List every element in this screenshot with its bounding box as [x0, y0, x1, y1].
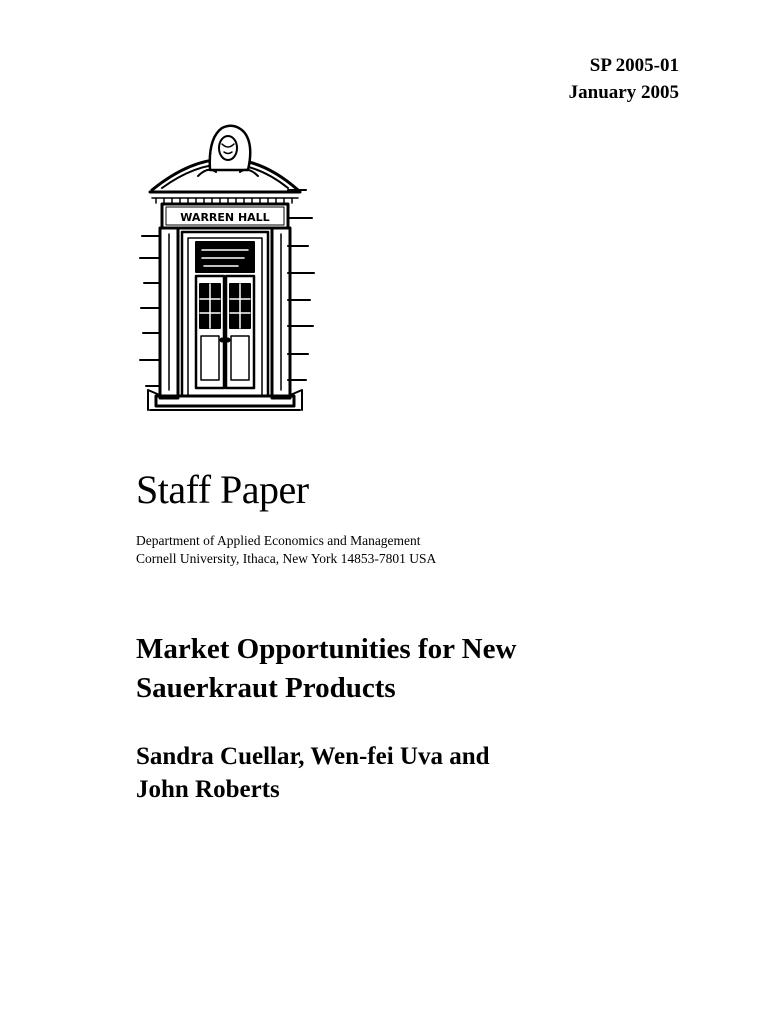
- department-name: Department of Applied Economics and Management: [136, 533, 421, 548]
- brick-lines-left: [140, 236, 160, 386]
- department-affiliation: [136, 532, 436, 568]
- building-doorway-icon: [138, 118, 318, 423]
- brick-lines-right: [288, 190, 314, 380]
- paper-title-line-2: Sauerkraut Products: [136, 672, 396, 704]
- authors-line-2: John Roberts: [136, 776, 280, 803]
- paper-title: [136, 630, 656, 708]
- sign-text: WARREN HALL: [180, 211, 270, 224]
- report-number: SP 2005-01: [589, 55, 679, 76]
- authors: [136, 740, 656, 806]
- report-identifier: [569, 52, 679, 106]
- report-date: January 2005: [568, 82, 679, 103]
- university-address: Cornell University, Ithaca, New York 14853-7801 USA: [136, 551, 437, 566]
- authors-line-1: Sandra Cuellar, Wen-fei Uva and: [136, 743, 490, 770]
- series-title: Staff Paper: [136, 467, 309, 512]
- warren-hall-doorway-illustration: [138, 118, 318, 423]
- paper-title-line-1: Market Opportunities for New: [136, 633, 517, 665]
